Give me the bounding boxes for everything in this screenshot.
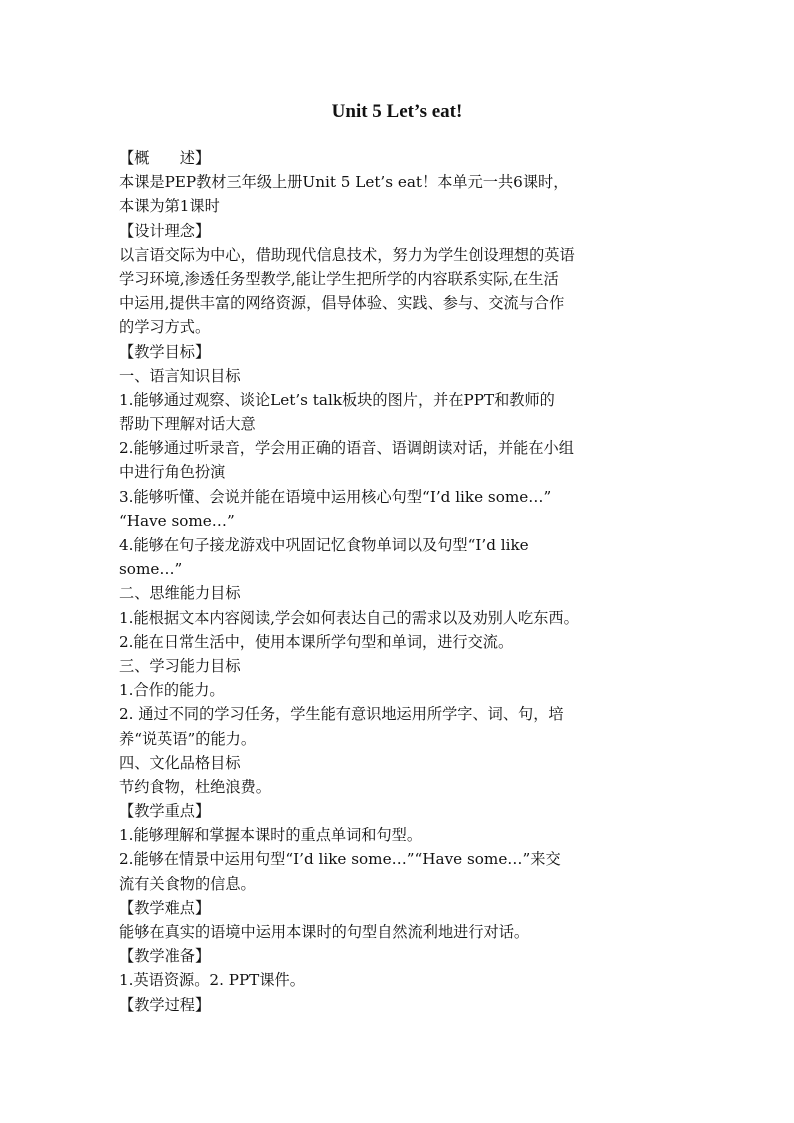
text-line: 中运用,提供丰富的网络资源，倡导体验、实践、参与、交流与合作 [119, 294, 565, 313]
document-title: Unit 5 Let’s eat! [331, 101, 463, 122]
section-heading-difficulties: 【教学难点】 [119, 898, 211, 917]
text-line: 节约食物，杜绝浪费。 [119, 777, 271, 796]
text-line: 1.能够理解和掌握本课时的重点单词和句型。 [119, 826, 423, 845]
section-heading-key-points: 【教学重点】 [119, 802, 211, 821]
subheading-thinking-ability: 二、思维能力目标 [119, 584, 241, 603]
document-body [119, 146, 684, 1017]
text-line: 以言语交际为中心，借助现代信息技术，努力为学生创设理想的英语 [119, 245, 575, 264]
text-line: 养“说英语”的能力。 [119, 729, 257, 748]
text-line: 本课为第1课时 [119, 197, 220, 216]
text-line: 学习环境,渗透任务型教学,能让学生把所学的内容联系实际,在生活 [119, 269, 559, 288]
text-line: 帮助下理解对话大意 [119, 415, 256, 434]
text-line: 2.能够通过听录音，学会用正确的语音、语调朗读对话，并能在小组 [119, 439, 574, 458]
text-line: some…” [119, 560, 183, 579]
text-line: 1.合作的能力。 [119, 681, 225, 700]
section-heading-teaching-process: 【教学过程】 [119, 995, 211, 1014]
text-line: 3.能够听懂、会说并能在语境中运用核心句型“I’d like some…” [119, 487, 552, 506]
subheading-learning-ability: 三、学习能力目标 [119, 656, 241, 675]
text-line: 能够在真实的语境中运用本课时的句型自然流利地进行对话。 [119, 923, 530, 941]
subheading-language-knowledge: 一、语言知识目标 [119, 366, 241, 385]
text-line: 2. 通过不同的学习任务，学生能有意识地运用所学字、词、句，培 [119, 705, 564, 724]
text-line: “Have some…” [119, 511, 235, 530]
text-line: 4.能够在句子接龙游戏中巩固记忆食物单词以及句型“I’d like [119, 536, 529, 554]
section-heading-teaching-objectives: 【教学目标】 [119, 342, 211, 361]
text-line: 1.能根据文本内容阅读,学会如何表达自己的需求以及劝别人吃东西。 [119, 608, 579, 627]
section-heading-overview: 【概 述】 [119, 149, 211, 167]
text-line: 2.能够在情景中运用句型“I’d like some…”“Have some…”来交 [119, 850, 561, 869]
text-line: 1.能够通过观察、谈论Let’s talk板块的图片，并在PPT和教师的 [119, 390, 555, 409]
text-line: 的学习方式。 [119, 318, 211, 337]
text-line: 1.英语资源。2. PPT课件。 [119, 971, 305, 990]
text-line: 本课是PEP教材三年级上册Unit 5 Let’s eat！本单元一共6课时， [119, 173, 569, 192]
section-heading-preparation: 【教学准备】 [119, 947, 211, 966]
subheading-cultural-character: 四、文化品格目标 [119, 753, 241, 772]
text-line: 流有关食物的信息。 [119, 874, 256, 893]
section-heading-design-concept: 【设计理念】 [119, 221, 211, 240]
text-line: 中进行角色扮演 [119, 463, 226, 482]
text-line: 2.能在日常生活中，使用本课所学句型和单词，进行交流。 [119, 632, 514, 651]
